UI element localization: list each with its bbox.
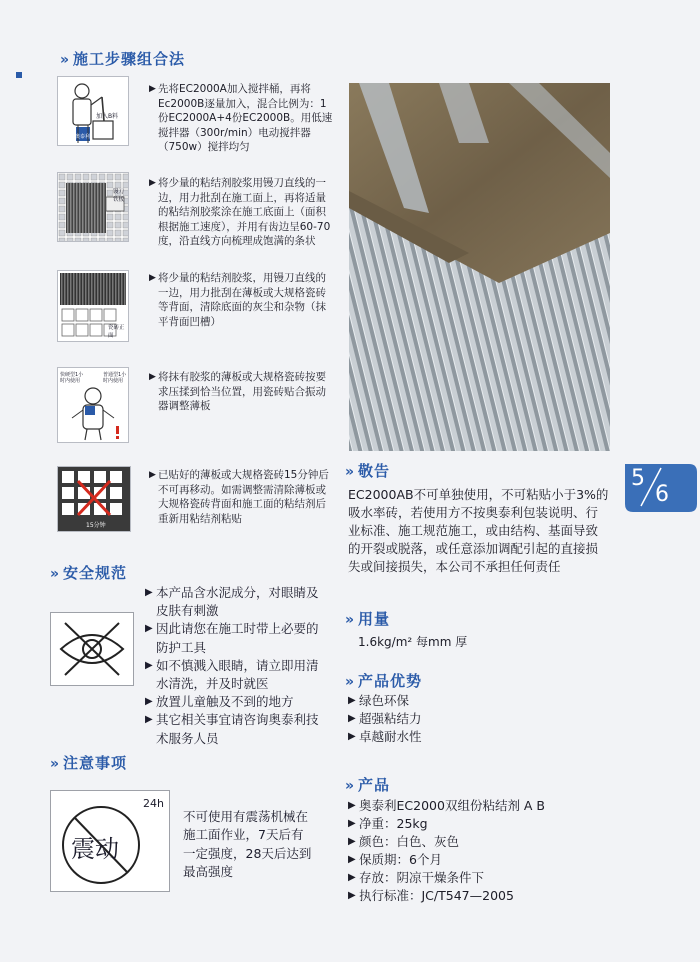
step-3-text (149, 271, 334, 329)
eye-warning-icon (50, 612, 134, 686)
page-number-current: 5 (631, 466, 645, 491)
notice-icon-text: 震动 (71, 835, 119, 863)
product-item (348, 869, 608, 887)
triangle-bullet-icon: ▶ (145, 623, 153, 635)
step-1-image-label: 加入B料 (96, 113, 119, 120)
warning-section-title (345, 460, 390, 481)
step-1-logo-label: 奥泰利 (75, 134, 91, 140)
triangle-bullet-icon: ▶ (145, 696, 153, 708)
step-5-description: 已贴好的薄板或大规格瓷砖15分钟后不可再移动。如需调整需清除薄板或大规格瓷砖背面和施工面的粘结剂后重新用粘结剂粘贴 (158, 469, 329, 525)
step-3-image-label: 瓷砖正面 (108, 325, 125, 339)
step-2-illustration (57, 172, 129, 242)
page-number-badge (619, 458, 699, 518)
triangle-bullet-icon: ▶ (348, 890, 356, 901)
step-1-illustration (57, 76, 129, 146)
triangle-bullet-icon: ▶ (348, 695, 356, 706)
product-item (348, 815, 608, 833)
safety-item (145, 584, 320, 620)
triangle-bullet-icon: ▶ (149, 372, 156, 382)
double-chevron-icon: » (345, 464, 356, 480)
product-section-title (345, 774, 390, 795)
triangle-bullet-icon: ▶ (145, 714, 153, 726)
double-chevron-icon: » (50, 756, 61, 772)
safety-item (145, 693, 320, 711)
safety-item-text: 本产品含水泥成分，对眼睛及皮肤有刺激 (156, 585, 319, 619)
step-5-image-label: 15分钟 (86, 522, 106, 529)
step-5-illustration (57, 466, 131, 532)
triangle-bullet-icon: ▶ (348, 800, 356, 811)
step-2-description: 将少量的粘结剂胶浆用镘刀直线的一边，用力批刮在施工面上，再将适量的粘结剂胶浆涂在施工底面上（面积根据施工速度），并用有齿边呈60-70度，沿直线方向梳理成饱满的条状 (158, 177, 331, 248)
safety-item (145, 657, 320, 693)
step-4-description: 将抹有胶浆的薄板或大规格瓷砖按要求压揉到恰当位置，用瓷砖贴合振动器调整薄板 (158, 371, 326, 413)
advantage-item-text: 卓越耐水性 (359, 729, 422, 744)
safety-item-text: 其它相关事宜请咨询奥泰利技术服务人员 (156, 712, 319, 746)
product-item (348, 887, 608, 905)
construction-title-text: 施工步骤组合法 (73, 50, 186, 68)
safety-section-title (50, 562, 127, 583)
product-item (348, 851, 608, 869)
notice-hours-label: 24h (143, 797, 164, 810)
warning-title-text: 敬告 (358, 462, 391, 480)
step-4-illustration (57, 367, 129, 443)
triangle-bullet-icon: ▶ (348, 818, 356, 829)
step-3-description: 将少量的粘结剂胶浆，用镘刀直线的一边，用力批刮在薄板或大规格瓷砖等背面，清除底面的灰尘和杂物（抹平背面凹槽） (158, 272, 326, 328)
product-list (348, 797, 608, 905)
triangle-bullet-icon: ▶ (348, 731, 356, 742)
advantages-list (348, 692, 548, 746)
double-chevron-icon: » (345, 612, 356, 628)
product-item-text: 奥泰利EC2000双组份粘结剂 A B (359, 798, 546, 813)
step-4-image-label-fast: 快硬型1小时内使用 (60, 372, 84, 384)
page-number-total: 6 (655, 482, 669, 507)
step-1-description: 先将EC2000A加入搅拌桶，再将Ec2000B逐量加入，混合比例为：1份EC2000A+4份EC2000B。用低速搅拌器（300r/min）电动搅拌器（750w）搅拌均匀 (158, 83, 333, 154)
advantages-section-title (345, 670, 422, 691)
step-1-text (149, 82, 334, 155)
triangle-bullet-icon: ▶ (149, 178, 156, 188)
safety-item-text: 如不慎溅入眼睛，请立即用清水清洗，并及时就医 (156, 657, 319, 692)
safety-title-text: 安全规范 (63, 564, 128, 582)
safety-item (145, 620, 320, 656)
safety-list (145, 584, 320, 748)
advantage-item (348, 710, 548, 728)
triangle-bullet-icon: ▶ (348, 713, 356, 724)
advantage-item (348, 728, 548, 746)
triangle-bullet-icon: ▶ (149, 84, 156, 94)
triangle-bullet-icon: ▶ (348, 854, 356, 865)
advantage-item-text: 超强粘结力 (359, 711, 422, 726)
no-vibration-icon (50, 790, 170, 892)
double-chevron-icon: » (345, 674, 356, 690)
warning-text: EC2000AB不可单独使用，不可粘贴小于3%的吸水率砖，若使用方不按奥泰利包装说明、行业标准、施工规范施工，或由结构、基面导致的开裂或脱落，或任意添加调配引起的直接损失或间接损失，本公司不承担任何责任 (348, 487, 609, 574)
triangle-bullet-icon: ▶ (348, 872, 356, 883)
page-edge-marker (16, 72, 22, 78)
triangle-bullet-icon: ▶ (145, 587, 153, 598)
usage-title-text: 用量 (358, 610, 391, 628)
double-chevron-icon: » (50, 566, 61, 582)
triangle-bullet-icon: ▶ (149, 273, 156, 283)
triangle-bullet-icon: ▶ (145, 659, 153, 671)
double-chevron-icon: » (345, 778, 356, 794)
step-3-illustration (57, 270, 129, 342)
product-item-text: 保质期：6个月 (359, 852, 442, 867)
safety-item (145, 711, 320, 747)
advantage-item-text: 绿色环保 (359, 693, 410, 708)
triangle-bullet-icon: ▶ (348, 836, 356, 847)
usage-text: 1.6kg/m² 每mm 厚 (358, 635, 468, 649)
notice-title-text: 注意事项 (63, 754, 128, 772)
product-item (348, 833, 608, 851)
step-2-image-label: 镘刀铁板 (113, 189, 125, 203)
product-item-text: 执行标准：JC/T547—2005 (359, 888, 514, 903)
notice-text: 不可使用有震荡机械在施工面作业，7天后有一定强度，28天后达到最高强度 (183, 809, 312, 879)
step-5-text (149, 468, 334, 526)
step-4-text (149, 370, 334, 414)
notice-section-title (50, 752, 127, 773)
usage-section-title (345, 608, 390, 629)
product-item (348, 797, 608, 815)
product-title-text: 产品 (358, 776, 391, 794)
double-chevron-icon: » (60, 52, 71, 68)
safety-item-text: 放置儿童触及不到的地方 (156, 694, 294, 710)
step-4-image-label-normal: 普通型1小时内使用 (103, 372, 127, 384)
step-2-text (149, 176, 334, 249)
tile-installation-photo (349, 83, 610, 451)
construction-section-title (60, 48, 185, 69)
advantage-item (348, 692, 548, 710)
advantages-title-text: 产品优势 (358, 672, 423, 690)
product-item-text: 颜色：白色、灰色 (359, 834, 460, 849)
product-item-text: 净重：25kg (359, 816, 428, 831)
product-item-text: 存放：阴凉干燥条件下 (359, 870, 485, 885)
safety-item-text: 因此请您在施工时带上必要的防护工具 (156, 621, 319, 655)
triangle-bullet-icon: ▶ (149, 470, 156, 480)
